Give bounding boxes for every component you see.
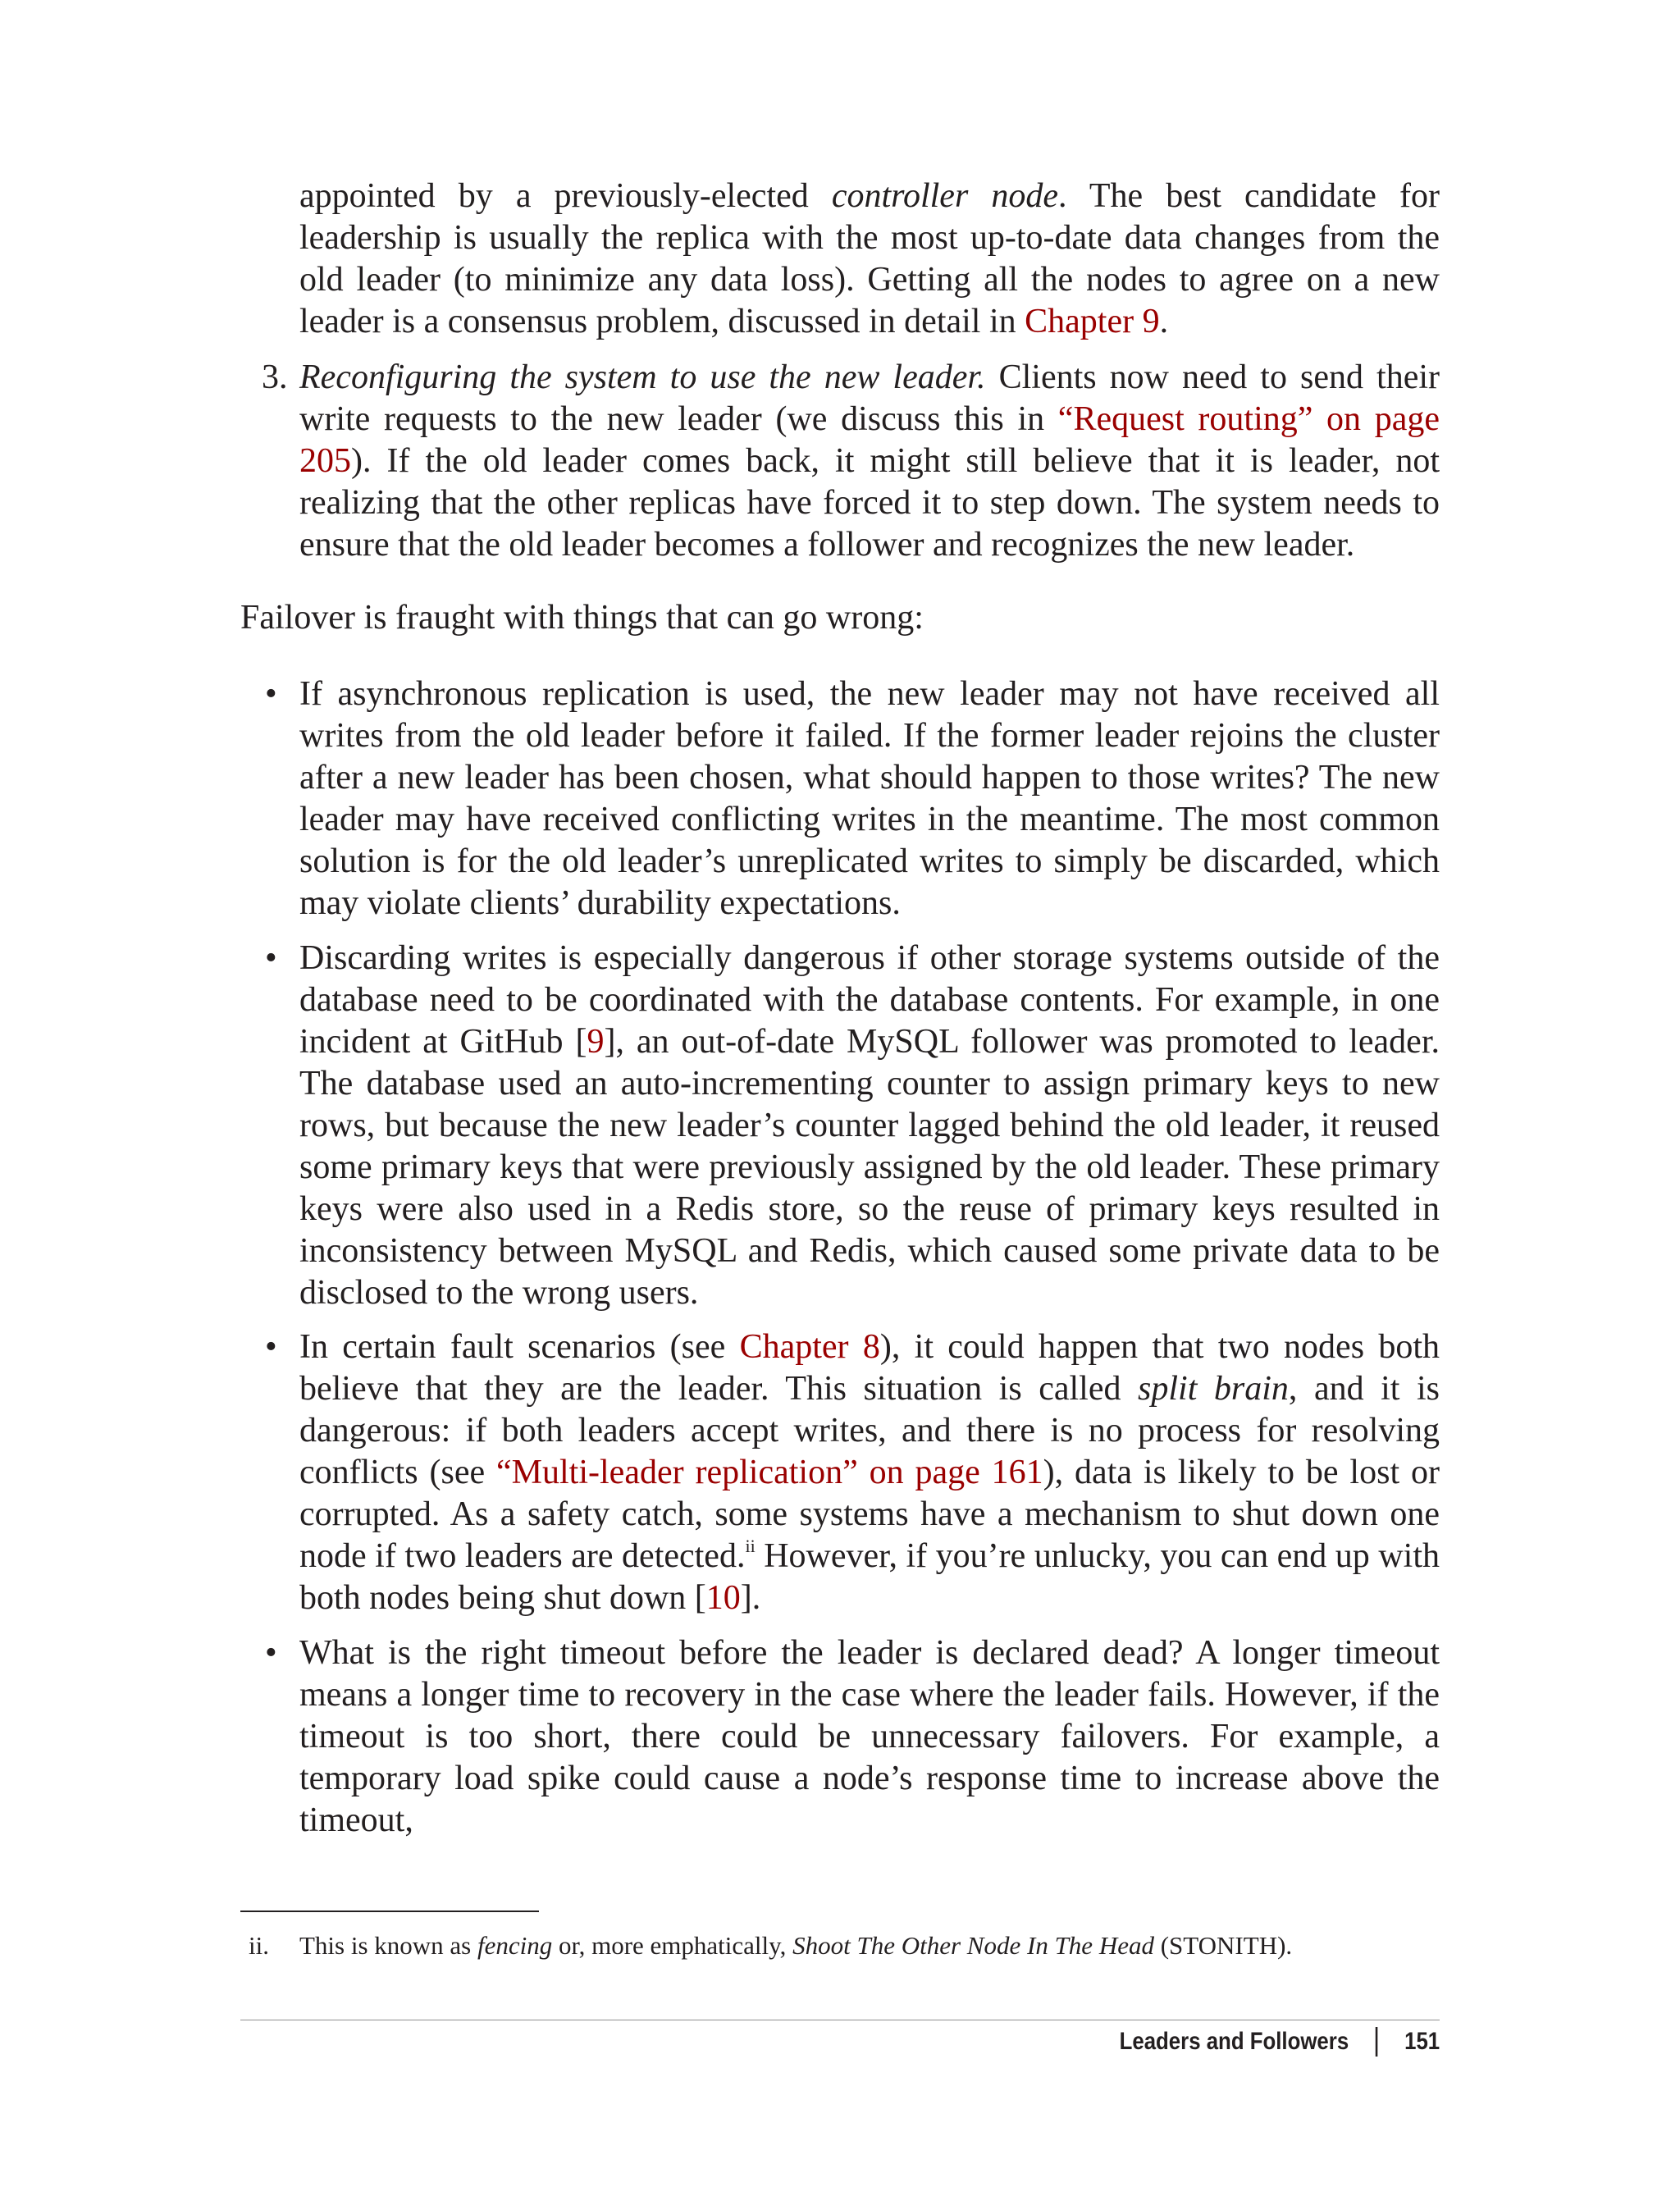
text-run: . The best candidate for leadership is usually the replica with the most up-to-date data changes from the old leader (to minimize any data loss). Getting all the nodes to agree on a new leader is a consensus problem, discussed in detail in — [299, 177, 1440, 340]
paragraph-bullet-4 — [240, 1632, 1440, 1842]
page-number: 151 — [1404, 2028, 1440, 2055]
text-run: , and it is dangerous: if both leaders accept writes, and there is no process for resolving conflicts (see — [299, 1370, 1440, 1491]
paragraph-continuation — [240, 176, 1440, 343]
emphasis-stonith: Shoot The Other Node In The Head — [792, 1931, 1154, 1960]
bullet-marker: • — [265, 675, 277, 713]
footnote — [240, 1930, 1440, 1961]
bullet-item-3 — [240, 1326, 1440, 1619]
paragraph-intro: Failover is fraught with things that can go wrong: — [240, 599, 924, 637]
bullet-marker: • — [265, 1634, 277, 1672]
paragraph-bullet-2 — [240, 938, 1440, 1314]
text-run: ]. — [740, 1579, 761, 1617]
emphasis-split-brain: split brain — [1138, 1370, 1289, 1408]
bullet-marker: • — [265, 939, 277, 977]
bullet-item-4 — [240, 1632, 1440, 1842]
intro-block — [240, 597, 1440, 639]
text-run: However, if you’re unlucky, you can end up with both nodes being shut down [ — [299, 1537, 1440, 1617]
text-run: . — [1159, 303, 1169, 340]
text-run: ), data is likely to be lost or corrupted. As a safety catch, some systems have a mechanism to shut down one node if two leaders are detected. — [299, 1454, 1440, 1575]
text-run: If asynchronous replication is used, the new leader may not have received all writes from the old leader before it failed. If the former leader rejoins the cluster after a new leader has been chosen, what should happen to those writes? The new leader may have received conflicting writes in the meantime. The most common solution is for the old leader’s unreplicated writes to simply be discarded, which may violate clients’ durability expectations. — [299, 675, 1440, 922]
bullet-item-1 — [240, 673, 1440, 924]
list-item-continuation — [240, 176, 1440, 343]
list-number: 3. — [262, 358, 288, 396]
text-run: Discarding writes is especially dangerous if other storage systems outside of the database need to be coordinated with the database contents. For example, in one incident at GitHub [ — [299, 939, 1440, 1061]
link-chapter-9[interactable]: Chapter 9 — [1025, 303, 1160, 340]
emphasis-fencing: fencing — [477, 1931, 553, 1960]
text-run: ], an out-of-date MySQL follower was promoted to leader. The database used an auto-incrementing counter to assign primary keys to new rows, but because the new leader’s counter lagged behind the old leader, it reused some primary keys that were previously assigned by the old leader. These primary keys were also used in a Redis store, so the reuse of primary keys resulted in inconsistency between MySQL and Redis, which caused some private data to be disclosed to the wrong users. — [299, 1023, 1440, 1312]
text-run: ). If the old leader comes back, it might still believe that it is leader, not realizing that the other replicas have forced it to step down. The system needs to ensure that the old leader becomes a follower and recognizes the new leader. — [299, 442, 1440, 564]
running-footer — [1119, 2026, 1440, 2057]
emphasis-controller-node: controller node — [831, 177, 1059, 215]
link-chapter-8[interactable]: Chapter 8 — [739, 1328, 880, 1366]
footer-section-title: Leaders and Followers — [1119, 2028, 1349, 2055]
footnote-reference[interactable]: ii — [745, 1536, 756, 1556]
citation-link-10[interactable]: 10 — [705, 1579, 741, 1617]
text-run: What is the right timeout before the leader is declared dead? A longer timeout means a longer time to recovery in the case where the leader fails. However, if the timeout is too short, there could be unnecessary failovers. For example, a temporary load spike could cause a node’s response time to increase above the timeout, — [299, 1634, 1440, 1839]
text-run: or, more emphatically, — [552, 1931, 793, 1960]
list-item-step-3 — [240, 357, 1440, 566]
text-run: (STONITH). — [1153, 1931, 1293, 1960]
text-run: Clients now need to send their write requests to the new leader (we discuss this in — [299, 358, 1440, 438]
link-multi-leader-replication[interactable]: “Multi-leader replication” on page 161 — [496, 1454, 1043, 1491]
bullet-marker: • — [265, 1328, 277, 1366]
paragraph-bullet-1 — [240, 673, 1440, 924]
text-run: This is known as — [299, 1931, 477, 1960]
bullet-item-2 — [240, 938, 1440, 1314]
paragraph-step-3 — [240, 357, 1440, 566]
footnote-mark: ii. — [249, 1931, 269, 1960]
paragraph-bullet-3 — [240, 1326, 1440, 1619]
link-request-routing[interactable]: “Request routing” on page 205 — [299, 400, 1440, 480]
footer-separator — [1376, 2027, 1378, 2057]
text-run: ), it could happen that two nodes both believe that they are the leader. This situation is called — [299, 1328, 1440, 1408]
emphasis-step-title: Reconfiguring the system to use the new leader. — [299, 358, 986, 396]
footnote-divider — [240, 1911, 539, 1912]
citation-link-9[interactable]: 9 — [587, 1023, 605, 1061]
text-run: appointed by a previously-elected — [299, 177, 832, 215]
text-run: In certain fault scenarios (see — [299, 1328, 740, 1366]
